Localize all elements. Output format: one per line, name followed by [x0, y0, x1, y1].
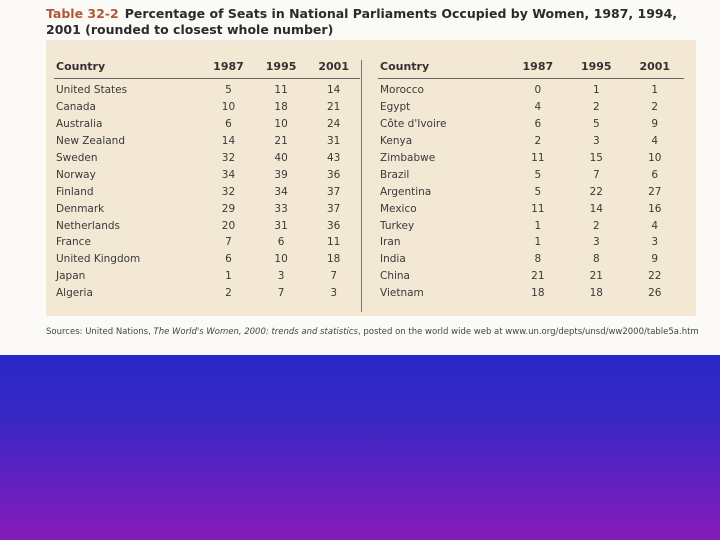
cell-2001: 36	[327, 219, 341, 232]
cell-2001: 6	[651, 168, 659, 181]
table-row	[378, 285, 684, 302]
cell-1995: 6	[277, 236, 285, 249]
table-row	[378, 79, 684, 99]
table-row	[54, 183, 360, 200]
cell-1995: 22	[589, 185, 603, 198]
header-country: Country	[378, 58, 509, 79]
cell-2001: 22	[648, 270, 662, 283]
table-row	[378, 183, 684, 200]
table-row	[54, 217, 360, 234]
cell-1995: 2	[592, 219, 600, 232]
table-row	[378, 268, 684, 285]
cell-country: Netherlands	[56, 219, 121, 232]
cell-2001: 21	[327, 101, 341, 114]
cell-2001: 4	[651, 135, 659, 148]
cell-country: Morocco	[380, 84, 424, 97]
source-note	[46, 327, 706, 338]
cell-2001: 31	[327, 135, 341, 148]
cell-1987: 29	[221, 202, 236, 215]
cell-1987: 32	[221, 185, 236, 198]
cell-country: United Kingdom	[56, 253, 141, 266]
cell-country: Vietnam	[380, 287, 424, 300]
cell-country: Egypt	[380, 101, 411, 114]
header-1995: 1995	[567, 58, 625, 79]
table-row	[54, 166, 360, 183]
cell-1995: 10	[274, 253, 288, 266]
cell-1995: 5	[592, 118, 600, 131]
source-suffix: , posted on the world wide web at www.un.org/depts/unsd/ww2000/table5a.htm	[358, 327, 699, 337]
cell-2001: 16	[648, 202, 662, 215]
header-country: Country	[54, 58, 202, 79]
cell-country: United States	[56, 84, 128, 97]
table-row	[54, 268, 360, 285]
cell-1995: 15	[589, 152, 603, 164]
table-row	[378, 200, 684, 217]
table-row	[54, 285, 360, 302]
table-row	[54, 99, 360, 116]
cell-1987: 11	[531, 152, 545, 164]
cell-1987: 1	[534, 236, 542, 249]
cell-2001: 14	[327, 84, 341, 97]
table-row	[378, 116, 684, 133]
cell-2001: 1	[651, 84, 659, 97]
cell-1995: 11	[274, 84, 288, 97]
cell-1995: 14	[589, 202, 603, 215]
cell-1987: 0	[534, 84, 542, 97]
cell-country: Côte d'Ivoire	[380, 118, 447, 131]
cell-country: India	[380, 253, 406, 266]
cell-1995: 8	[592, 253, 600, 266]
cell-1995: 2	[592, 101, 600, 114]
header-2001: 2001	[626, 58, 684, 79]
cell-1987: 34	[221, 168, 236, 181]
cell-1995: 3	[592, 236, 600, 249]
cell-2001: 37	[327, 185, 341, 198]
table-row	[54, 251, 360, 268]
data-table-right	[378, 58, 684, 302]
cell-2001: 37	[327, 202, 341, 215]
cell-country: Canada	[56, 101, 96, 114]
cell-country: Sweden	[56, 152, 98, 164]
cell-1995: 3	[277, 270, 285, 283]
table-panel	[46, 40, 696, 316]
cell-1995: 18	[274, 101, 288, 114]
cell-2001: 7	[330, 270, 338, 283]
cell-1987: 5	[534, 185, 542, 198]
header-2001: 2001	[307, 58, 360, 79]
table-row	[378, 150, 684, 167]
cell-1995: 18	[589, 287, 603, 300]
table-title: Percentage of Seats in National Parliaments Occupied by Women, 1987, 1994, 2001 (rounded to closest whole number)	[46, 6, 678, 37]
cell-1987: 6	[225, 118, 232, 131]
cell-1987: 5	[225, 84, 232, 97]
table-row	[378, 99, 684, 116]
cell-1995: 7	[592, 168, 600, 181]
cell-1987: 1	[225, 270, 232, 283]
table-left-half	[54, 58, 360, 302]
header-1995: 1995	[255, 58, 308, 79]
table-row	[54, 150, 360, 167]
cell-country: France	[56, 236, 91, 249]
cell-1995: 7	[277, 287, 285, 300]
cell-1995: 21	[274, 135, 288, 148]
cell-1987: 6	[225, 253, 232, 266]
table-header-row	[378, 58, 684, 79]
cell-2001: 26	[648, 287, 662, 300]
table-header-row	[54, 58, 360, 79]
cell-1987: 7	[225, 236, 232, 249]
cell-country: Turkey	[380, 219, 415, 232]
cell-2001: 10	[648, 152, 662, 164]
cell-1995: 34	[274, 185, 288, 198]
cell-country: Brazil	[380, 168, 410, 181]
cell-1987: 11	[531, 202, 545, 215]
cell-2001: 43	[327, 152, 341, 164]
table-caption	[46, 6, 696, 38]
table-row	[54, 234, 360, 251]
cell-1995: 40	[274, 152, 288, 164]
cell-1987: 2	[225, 287, 232, 300]
cell-1987: 21	[531, 270, 545, 283]
cell-1987: 32	[221, 152, 236, 164]
column-divider	[361, 60, 362, 312]
cell-country: Australia	[56, 118, 103, 131]
cell-1987: 2	[534, 135, 542, 148]
cell-1995: 33	[274, 202, 288, 215]
table-row	[378, 251, 684, 268]
cell-1995: 21	[589, 270, 603, 283]
cell-country: Denmark	[56, 202, 105, 215]
cell-1995: 39	[274, 168, 288, 181]
table-row	[378, 234, 684, 251]
source-title: The World's Women, 2000: trends and statistics	[153, 327, 358, 337]
cell-1995: 1	[592, 84, 600, 97]
cell-1995: 3	[592, 135, 600, 148]
cell-2001: 36	[327, 168, 341, 181]
cell-2001: 4	[651, 219, 659, 232]
cell-country: Japan	[56, 270, 86, 283]
data-table-left	[54, 58, 360, 302]
cell-2001: 24	[327, 118, 341, 131]
cell-1995: 10	[274, 118, 288, 131]
cell-2001: 9	[651, 253, 659, 266]
cell-2001: 11	[327, 236, 341, 249]
cell-country: Algeria	[56, 287, 93, 300]
cell-2001: 3	[330, 287, 338, 300]
cell-2001: 3	[651, 236, 659, 249]
cell-1987: 18	[531, 287, 545, 300]
cell-1987: 20	[221, 219, 236, 232]
header-1987: 1987	[509, 58, 567, 79]
cell-country: Finland	[56, 185, 94, 198]
cell-2001: 2	[651, 101, 659, 114]
cell-2001: 18	[327, 253, 341, 266]
table-row	[54, 79, 360, 99]
cell-1987: 1	[534, 219, 542, 232]
cell-1987: 6	[534, 118, 542, 131]
cell-2001: 27	[648, 185, 662, 198]
cell-1987: 4	[534, 101, 542, 114]
cell-country: Zimbabwe	[380, 152, 436, 164]
table-row	[54, 133, 360, 150]
cell-country: Mexico	[380, 202, 417, 215]
slide-gradient-panel	[0, 355, 720, 540]
cell-2001: 9	[651, 118, 659, 131]
cell-country: Kenya	[380, 135, 413, 148]
cell-country: Iran	[380, 236, 401, 249]
table-number: Table 32-2	[46, 6, 119, 21]
table-row	[378, 133, 684, 150]
cell-1987: 8	[534, 253, 542, 266]
table-row	[54, 200, 360, 217]
cell-1987: 14	[221, 135, 236, 148]
table-row	[378, 166, 684, 183]
table-row	[378, 217, 684, 234]
table-row	[54, 116, 360, 133]
cell-1987: 5	[534, 168, 542, 181]
cell-1987: 10	[221, 101, 236, 114]
cell-country: Norway	[56, 168, 96, 181]
cell-1995: 31	[274, 219, 288, 232]
source-prefix: Sources: United Nations,	[46, 327, 154, 337]
cell-country: Argentina	[380, 185, 432, 198]
header-1987: 1987	[202, 58, 255, 79]
cell-country: China	[380, 270, 410, 283]
table-right-half	[378, 58, 684, 302]
cell-country: New Zealand	[56, 135, 125, 148]
